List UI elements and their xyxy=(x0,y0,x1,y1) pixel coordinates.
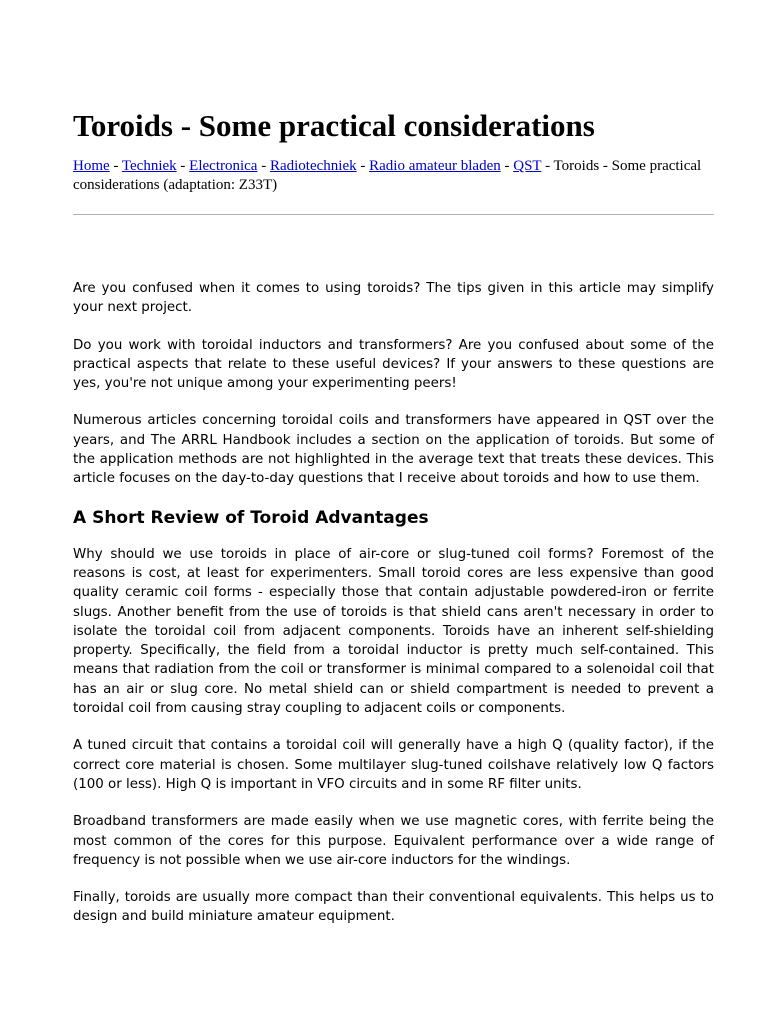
section-paragraph-3: Broadband transformers are made easily when we use magnetic cores, with ferrite being the most common of the cores for this purpose. Equivalent performance over a wide range of frequency is not possible when we use air-core inductors for the windings. xyxy=(73,814,714,868)
intro-paragraph-1: Are you confused when it comes to using toroids? The tips given in this article may simplify your next project. xyxy=(73,281,714,316)
breadcrumb-link-techniek[interactable]: Techniek xyxy=(121,158,177,174)
section-paragraph-1: Why should we use toroids in place of air-core or slug-tuned coil forms? Foremost of the reasons is cost, at least for experimenters. Small toroid cores are less expensive than good quality ceramic coil forms - especially those that contain adjustable powdered-iron or ferrite slugs. Another benefit from the use of toroids is that shield cans aren't necessary in order to isolate the toroidal coil from adjacent components. Toroids have an inherent self-shielding property. Specifically, the field from a toroidal inductor is pretty much self-contained. This means that radiation from the coil or transformer is minimal compared to a solenoidal coil that has an air or slug core. No metal shield can or shield compartment is needed to prevent a toroidal coil from causing stray coupling to adjacent coils or components. xyxy=(73,546,714,717)
breadcrumb-separator: - xyxy=(356,158,370,174)
breadcrumb-separator: - xyxy=(541,158,554,174)
breadcrumb-separator: - xyxy=(500,158,514,174)
breadcrumb-link-home[interactable]: Home xyxy=(73,158,110,174)
page-title: Toroids - Some practical considerations xyxy=(73,108,595,143)
header-divider xyxy=(73,214,714,215)
breadcrumb-current: Toroids - Some practical considerations (adaptation: Z33T) xyxy=(73,158,702,193)
section-heading-toroid-advantages: A Short Review of Toroid Advantages xyxy=(73,507,429,528)
intro-paragraph-2: Do you work with toroidal inductors and transformers? Are you confused about some of the practical aspects that relate to these useful devices? If your answers to these questions are yes, you're not unique among your experimenting peers! xyxy=(73,337,714,392)
breadcrumb-separator: - xyxy=(109,158,122,174)
breadcrumb-separator: - xyxy=(176,158,190,174)
breadcrumb-link-qst[interactable]: QST xyxy=(513,158,542,174)
breadcrumb xyxy=(73,157,714,195)
breadcrumb-link-electronica[interactable]: Electronica xyxy=(189,158,258,174)
section-paragraph-2: A tuned circuit that contains a toroidal coil will generally have a high Q (quality factor), if the correct core material is chosen. Some multilayer slug-tuned coilshave relatively low Q factors (100 or less). High Q is important in VFO circuits and in some RF filter units. xyxy=(73,738,714,792)
breadcrumb-separator: - xyxy=(257,158,270,174)
breadcrumb-link-radio-amateur-bladen[interactable]: Radio amateur bladen xyxy=(369,158,501,174)
section-paragraph-4: Finally, toroids are usually more compact than their conventional equivalents. This helps us to design and build miniature amateur equipment. xyxy=(73,890,714,925)
article-body xyxy=(73,279,714,945)
breadcrumb-link-radiotechniek[interactable]: Radiotechniek xyxy=(269,158,357,174)
intro-paragraph-3: Numerous articles concerning toroidal coils and transformers have appeared in QST over the years, and The ARRL Handbook includes a section on the application of toroids. But some of the application methods are not highlighted in the average text that treats these devices. This article focuses on the day-to-day questions that I receive about toroids and how to use them. xyxy=(73,413,714,487)
